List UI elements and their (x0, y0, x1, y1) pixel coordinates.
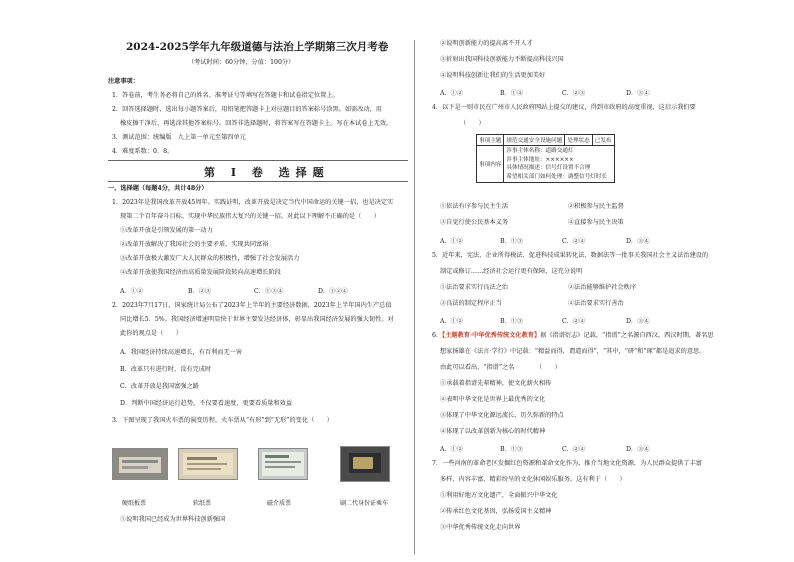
q6-item: ④体现了以改革创新为核心的时代精神 (440, 428, 546, 435)
q4-item: ③自觉行使公民基本义务 (440, 219, 509, 226)
column-divider (414, 40, 415, 555)
q1-item: ④改革开放使我国经济由高质量发展阶段转向高速增长阶段 (120, 269, 281, 276)
option-c[interactable]: C．②④ (562, 318, 586, 325)
q1-options (120, 286, 348, 295)
ticket-photo-magnetic (258, 448, 308, 480)
q6-item: ③体现了中华文化源远流长、历久弥新的特点 (440, 412, 564, 419)
option-a[interactable]: A．①② (440, 238, 464, 245)
option-b[interactable]: B．①③ (500, 318, 524, 325)
q7-item: ①利用好地方文化遗产，全面振兴中华文化 (440, 492, 558, 499)
q4-item: ①依法有序参与民主生活 (440, 203, 509, 210)
q5-options (440, 316, 650, 325)
option-a[interactable]: A．①② (440, 90, 464, 97)
q5-item: ②法治能够维护社会秩序 (568, 284, 637, 291)
question-4-text: 4．以下是一则市民在广州市人民政府网站上提交的建议，得到市政府的高度重视，这启示我们要 (432, 104, 696, 111)
notes-item: 橡皮擦干净后，再选涂其他答案标号。回答非选择题时，将答案写在答题卡上。写在本试卷上无效。 (120, 120, 393, 127)
ticket-photo-hard (112, 448, 168, 480)
q7-item: ②传承红色文化基因，弘扬爱国主义精神 (440, 508, 552, 515)
table-cell-line: 涉事主体名称：道路交通灯 (506, 148, 574, 154)
q7-item: ③中华优秀传统文化走向世界 (440, 524, 521, 531)
option-c[interactable]: C．②③ (562, 90, 586, 97)
question-5-text: 制定或修订……经济社会运行更有保障，这充分说明 (440, 268, 583, 275)
option-c[interactable]: C．②④ (562, 446, 586, 453)
caption-soft-ticket: 软纸票 (193, 500, 212, 507)
section-title: 第 Ⅰ 卷 选择题 (204, 166, 330, 179)
option-d[interactable]: D．③④ (626, 90, 650, 97)
question-6-line: 6．【主题教育·中华优秀传统文化教育】据《指谱衍志》记载，“指谱”之名源自西汉，西汉时期，著名思 (432, 332, 714, 339)
q4-options (440, 236, 650, 245)
question-2-text: 此你的观点是（ ） (120, 330, 182, 337)
table-cell-line: 涉事主体地址：×××××× (506, 156, 574, 163)
option-b[interactable]: B．①③ (500, 446, 524, 453)
caption-id-card: 刷二代身份证乘车 (340, 500, 389, 507)
divider-rule (108, 181, 408, 182)
option-d[interactable]: D．①②④ (318, 288, 348, 295)
table-cell-line: 希望相关部门如何处理：调整信号灯时长 (506, 173, 608, 180)
table-cell-line: 具体情况描述：信号灯设置不合理 (506, 165, 591, 171)
q6-item: ②表明中华文化是世界上最优秀的文化 (440, 396, 546, 403)
notes-item: 2．回答选择题时，选出每小题答案后，用铅笔把答题卡上对应题目的答案标号涂黑。如需改动，用 (112, 106, 382, 113)
question-2-text: 2．2023年7月17日，国家统计局公布了2023年上半年的主要经济数据，2023年上半年国内生产总值 (112, 302, 392, 309)
notes-item: 4．难度系数：0．8。 (112, 148, 174, 155)
q2-option[interactable]: B．改革只有进行时，没有完成时 (120, 366, 212, 373)
q6-options (440, 444, 650, 453)
divider-rule (108, 160, 408, 161)
question-4-text: （ ） (460, 120, 485, 127)
ticket-photo-soft (178, 448, 238, 480)
notes-item: 3．测试范围：统编版 九上第一单元至第四单元 (112, 134, 246, 141)
option-d[interactable]: D．③④ (626, 318, 650, 325)
table-header: 规范交通安全设施问题 (504, 135, 565, 146)
option-d[interactable]: D．③④ (626, 238, 650, 245)
table-header: 已发布 (592, 135, 614, 146)
option-a[interactable]: A．①② (440, 318, 464, 325)
exam-subtitle: （考试时间：60分钟，分值：100分） (188, 59, 295, 66)
notes-item: 1．答卷前，考生务必将自己的姓名、准考证号等填写在答题卡和试卷指定位置上。 (112, 92, 339, 99)
table-row-content (504, 146, 614, 183)
q2-option[interactable]: C．改革开放是我国富强之路 (120, 383, 199, 390)
option-d[interactable]: D．③④ (626, 446, 650, 453)
question-1-text: 1．2023年是我国改革开放45周年。实践证明，改革开放是决定当代中国命运的关键一招，也是决定实 (112, 199, 394, 206)
option-a[interactable]: A．①② (120, 288, 144, 295)
option-c[interactable]: C．①③④ (254, 288, 284, 295)
q3-item: ③折射出我国科技创新能力不断提高科技兴国 (440, 56, 564, 63)
q3-options (440, 88, 650, 97)
q2-option[interactable]: D．判断中国经济运行趋势，不仅要看速度，更要看质量和效益 (120, 400, 293, 407)
suggestion-table (476, 134, 615, 183)
q3-item: ②说明创新能力的提高离不开人才 (440, 40, 533, 47)
question-1-text: 现第二个百年奋斗目标、实现中华民族伟大复兴的关键一招。对此以下理解不正确的是（ ） (120, 213, 380, 220)
question-5-text: 5．近年来，宪法、企业所得税法、促进科技成果转化法、数据法等一批事关我国社会主义法治建设的 (432, 252, 709, 259)
id-card-gate-photo (340, 446, 390, 482)
question-6-text (432, 332, 714, 340)
q1-item: ①改革开放是引领发展的第一动力 (120, 227, 213, 234)
question-2-text: 同比增长5．5%。我国经济增速明显快于世界主要发达经济体，彰显出我国经济发展的强大韧性。对 (120, 316, 394, 323)
option-a[interactable]: A．①② (440, 446, 464, 453)
option-b[interactable]: B．②③ (188, 288, 212, 295)
option-b[interactable]: B．①③ (500, 238, 524, 245)
caption-magnetic-ticket: 磁介质票 (267, 500, 292, 507)
question-3-text: 3．下图呈现了我国火车票的演变历程。火车票从“有形”到“无形”的变化（ ） (112, 417, 333, 424)
q5-item: ④法治要求实行善治 (568, 300, 624, 307)
exam-title: 2024-2025学年九年级道德与法治上学期第三次月考卷 (126, 41, 389, 53)
table-row-label: 事项内容 (477, 146, 504, 183)
caption-hard-ticket: 硬纸板票 (122, 500, 147, 507)
table-header: 事项主题 (477, 135, 504, 146)
question-6-text: 由此可以看出，“指谱”之名 （ ） (440, 364, 561, 371)
q3-item: ①说明我国已经成为世界科技创新强国 (120, 516, 226, 523)
theme-badge: 【主题教育·中华优秀传统文化教育】 (442, 332, 541, 339)
q4-item: ④直接参与民主决策 (568, 219, 624, 226)
q1-item: ②改革开放解决了我国社会的主要矛盾，实现共同富裕 (120, 241, 269, 248)
q5-item: ①法治要求实行良法之治 (440, 284, 509, 291)
question-7-text: 多样、内容丰富、精彩纷呈的文化休闲娱乐服务。这有利于（ ） (440, 476, 626, 483)
question-6-text: 想家扬雄在《法言·学行》中记载：“精益而得，谓道而得”，“其中，“研”和“琢”都是追求的意思。 (440, 348, 706, 355)
q1-item: ③改革开放极大激发广大人民群众的积极性，增强了社会发展活力 (120, 255, 300, 262)
q4-item: ②积极参与民主监督 (568, 203, 624, 210)
table-header: 处理状态 (565, 135, 592, 146)
q6-item: ①承载着指谱先辈精神，使文化薪火相传 (440, 380, 552, 387)
q2-option[interactable]: A．我国经济持续高速增长，有百利而无一害 (120, 349, 243, 356)
q3-item: ④说明科技创新让我们的生活更加美好 (440, 72, 546, 79)
option-b[interactable]: B．①④ (500, 90, 524, 97)
notes-heading: 注意事项： (108, 78, 139, 85)
question-7-text: 7．一些河南的革命老区发掘红色资源和革命文化作为，推介当地文化资源，为人民群众提供了丰富 (432, 460, 702, 467)
option-c[interactable]: C．②④ (562, 238, 586, 245)
part-heading: 一、选择题（每题4分，共计48分） (108, 185, 208, 192)
q5-item: ③良法的制定程序正当 (440, 300, 502, 307)
